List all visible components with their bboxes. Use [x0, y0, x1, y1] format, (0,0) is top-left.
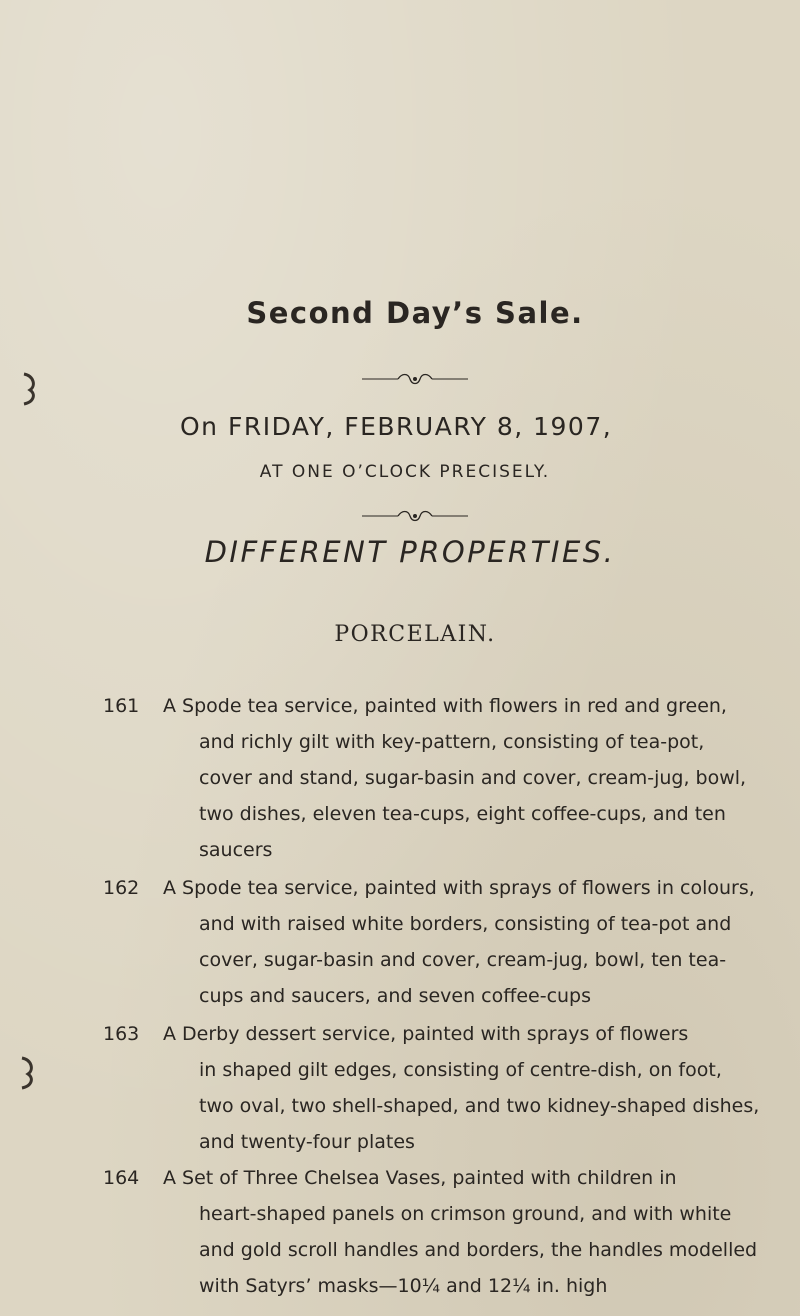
- ornament-divider: [0, 372, 800, 386]
- ornament-divider: [0, 509, 800, 523]
- lot-entry: [103, 688, 763, 868]
- lot-line: two oval, two shell-shaped, and two kidney-shaped dishes,: [199, 1095, 760, 1117]
- lot-line: A Derby dessert service, painted with sprays of flowers: [163, 1023, 689, 1045]
- lot-line: cover, sugar-basin and cover, cream-jug, bowl, ten tea-: [199, 949, 727, 971]
- lot-line: A Spode tea service, painted with flowers in red and green,: [163, 695, 727, 717]
- lot-entry: [103, 1160, 763, 1304]
- lot-entry: [103, 870, 763, 1014]
- lot-line: and with raised white borders, consisting of tea-pot and: [199, 913, 732, 935]
- sale-time: AT ONE O’CLOCK PRECISELY.: [259, 462, 551, 482]
- lot-number: 161: [103, 695, 140, 717]
- lot-entry: [103, 1016, 763, 1160]
- lot-line: saucers: [199, 839, 273, 861]
- lot-number: 163: [103, 1023, 140, 1045]
- category-title: PORCELAIN.: [334, 622, 496, 647]
- lot-line: cups and saucers, and seven coffee-cups: [199, 985, 592, 1007]
- bracket-mark: [16, 1056, 38, 1090]
- lot-line: and twenty-four plates: [199, 1131, 415, 1153]
- lot-line: A Spode tea service, painted with sprays of flowers in colours,: [163, 877, 755, 899]
- sale-date: On FRIDAY, FEBRUARY 8, 1907,: [180, 412, 613, 441]
- section-title: DIFFERENT PROPERTIES.: [204, 535, 616, 569]
- lot-line: A Set of Three Chelsea Vases, painted with children in: [163, 1167, 677, 1189]
- lot-line: in shaped gilt edges, consisting of centre-dish, on foot,: [199, 1059, 722, 1081]
- lot-number: 162: [103, 877, 140, 899]
- lot-number: 164: [103, 1167, 140, 1189]
- lot-line: and richly gilt with key-pattern, consisting of tea-pot,: [199, 731, 705, 753]
- lot-line: and gold scroll handles and borders, the handles modelled: [199, 1239, 758, 1261]
- lot-line: cover and stand, sugar-basin and cover, cream-jug, bowl,: [199, 767, 747, 789]
- lot-line: two dishes, eleven tea-cups, eight coffee-cups, and ten: [199, 803, 726, 825]
- lot-line: heart-shaped panels on crimson ground, and with white: [199, 1203, 732, 1225]
- lot-line: with Satyrs’ masks—10¼ and 12¼ in. high: [199, 1275, 608, 1297]
- page-heading: Second Day’s Sale.: [246, 296, 584, 330]
